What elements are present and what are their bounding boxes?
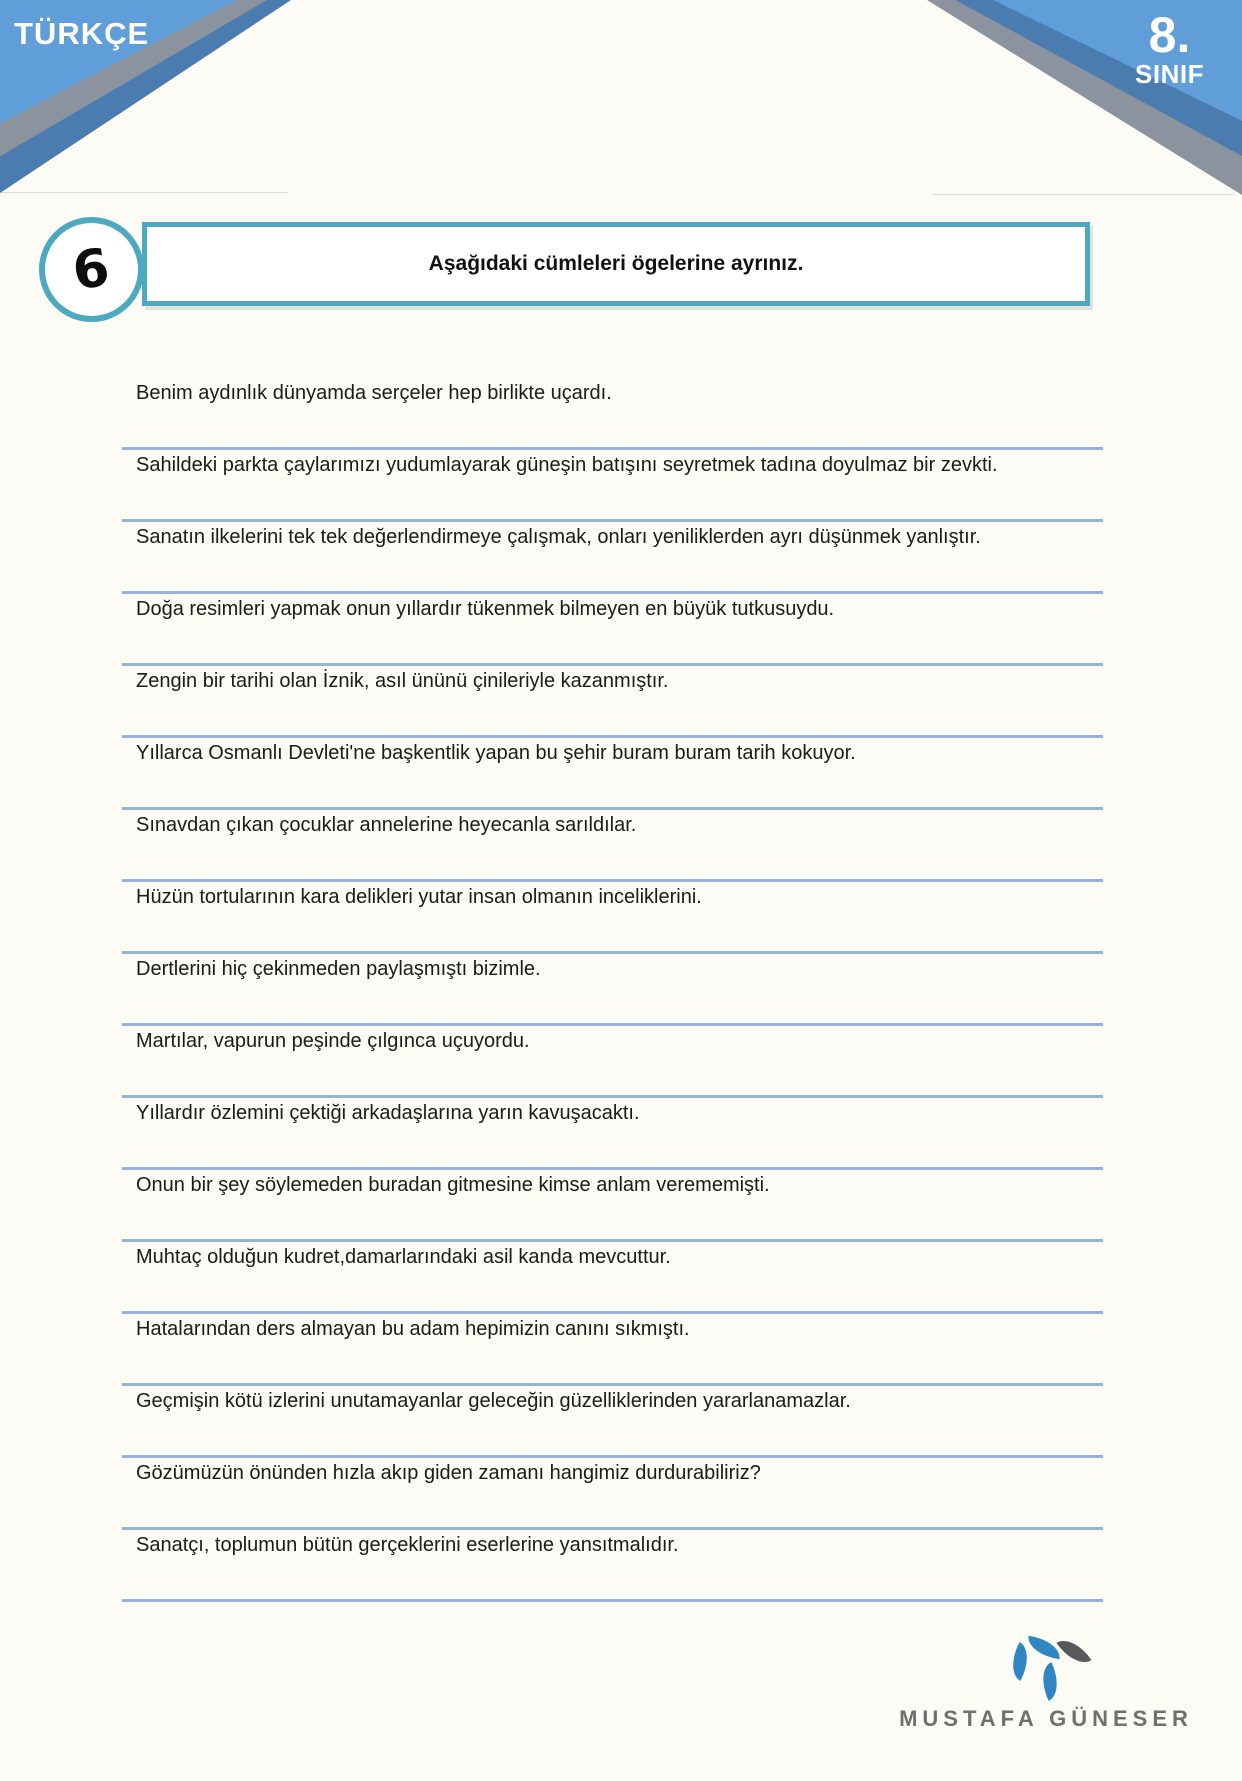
publisher-name: MUSTAFA GÜNESER bbox=[899, 1706, 1193, 1731]
logo-petal-top bbox=[1026, 1636, 1062, 1660]
sentence-text: Gözümüzün önünden hızla akıp giden zamanı hangimiz durdurabiliriz? bbox=[136, 1462, 761, 1484]
subject-label: TÜRKÇE bbox=[14, 16, 150, 51]
sentence-text: Yıllarca Osmanlı Devleti'ne başkentlik yapan bu şehir buram buram tarih kokuyor. bbox=[136, 742, 856, 764]
sentence-text: Sanatın ilkelerini tek tek değerlendirmeye çalışmak, onları yeniliklerden ayrı düşünmek yanlıştır. bbox=[136, 526, 981, 548]
pinwheel-logo-icon bbox=[1001, 1636, 1091, 1700]
exercise-number: 6 bbox=[69, 237, 114, 302]
sentence-row bbox=[0, 666, 1242, 738]
sentence-text: Muhtaç olduğun kudret,damarlarındaki asil kanda mevcuttur. bbox=[136, 1246, 671, 1268]
sentence-row bbox=[0, 1458, 1242, 1530]
sentence-text: Benim aydınlık dünyamda serçeler hep birlikte uçardı. bbox=[136, 382, 612, 404]
sentence-text: Hatalarından ders almayan bu adam hepimizin canını sıkmıştı. bbox=[136, 1318, 690, 1340]
sentence-text: Onun bir şey söylemeden buradan gitmesine kimse anlam verememişti. bbox=[136, 1174, 770, 1196]
sentence-row bbox=[0, 1026, 1242, 1098]
sentence-row bbox=[0, 882, 1242, 954]
logo-petal-right bbox=[1056, 1632, 1091, 1671]
logo-petal-left bbox=[1004, 1642, 1037, 1681]
grade-block bbox=[1135, 7, 1204, 89]
sentence-text: Sınavdan çıkan çocuklar annelerine heyecanla sarıldılar. bbox=[136, 814, 637, 836]
sentence-row bbox=[0, 738, 1242, 810]
header-left-banner bbox=[0, 0, 300, 193]
logo-petal-bottom bbox=[1034, 1662, 1066, 1701]
sentence-row bbox=[0, 1386, 1242, 1458]
sentence-row bbox=[0, 378, 1242, 450]
sentence-row bbox=[0, 954, 1242, 1026]
sentence-row bbox=[0, 594, 1242, 666]
sentence-row bbox=[0, 1530, 1242, 1602]
sentence-row bbox=[0, 1170, 1242, 1242]
exercise-number-badge bbox=[39, 217, 144, 322]
sentence-text: Yıllardır özlemini çektiği arkadaşlarına yarın kavuşacaktı. bbox=[136, 1102, 640, 1124]
header-right-banner bbox=[927, 0, 1242, 195]
sentence-text: Sahildeki parkta çaylarımızı yudumlayarak güneşin batışını seyretmek tadına doyulmaz bir zevkti. bbox=[136, 454, 998, 476]
sentence-text: Geçmişin kötü izlerini unutamayanlar geleceğin güzelliklerinden yararlanamazlar. bbox=[136, 1390, 851, 1412]
sentence-row bbox=[0, 1098, 1242, 1170]
sentence-text: Martılar, vapurun peşinde çılgınca uçuyordu. bbox=[136, 1030, 530, 1052]
answer-line bbox=[122, 1599, 1103, 1602]
sentence-list bbox=[0, 378, 1242, 1602]
grade-word: SINIF bbox=[1135, 59, 1204, 89]
instruction-box bbox=[142, 222, 1090, 306]
header-right-bottom-edge bbox=[932, 194, 1234, 195]
header-left-bottom-edge bbox=[0, 192, 288, 193]
sentence-row bbox=[0, 450, 1242, 522]
sentence-text: Sanatçı, toplumun bütün gerçeklerini eserlerine yansıtmalıdır. bbox=[136, 1534, 679, 1556]
sentence-row bbox=[0, 1314, 1242, 1386]
sentence-text: Hüzün tortularının kara delikleri yutar insan olmanın inceliklerini. bbox=[136, 886, 702, 908]
instruction-text: Aşağıdaki cümleleri ögelerine ayrınız. bbox=[428, 252, 804, 275]
sentence-text: Zengin bir tarihi olan İznik, asıl ününü çinileriyle kazanmıştır. bbox=[136, 670, 669, 692]
sentence-row bbox=[0, 810, 1242, 882]
publisher-logo bbox=[880, 1636, 1212, 1732]
sentence-row bbox=[0, 1242, 1242, 1314]
sentence-text: Doğa resimleri yapmak onun yıllardır tükenmek bilmeyen en büyük tutkusuydu. bbox=[136, 598, 835, 620]
grade-number: 8. bbox=[1148, 7, 1191, 63]
sentence-text: Dertlerini hiç çekinmeden paylaşmıştı bizimle. bbox=[136, 958, 541, 980]
sentence-row bbox=[0, 522, 1242, 594]
